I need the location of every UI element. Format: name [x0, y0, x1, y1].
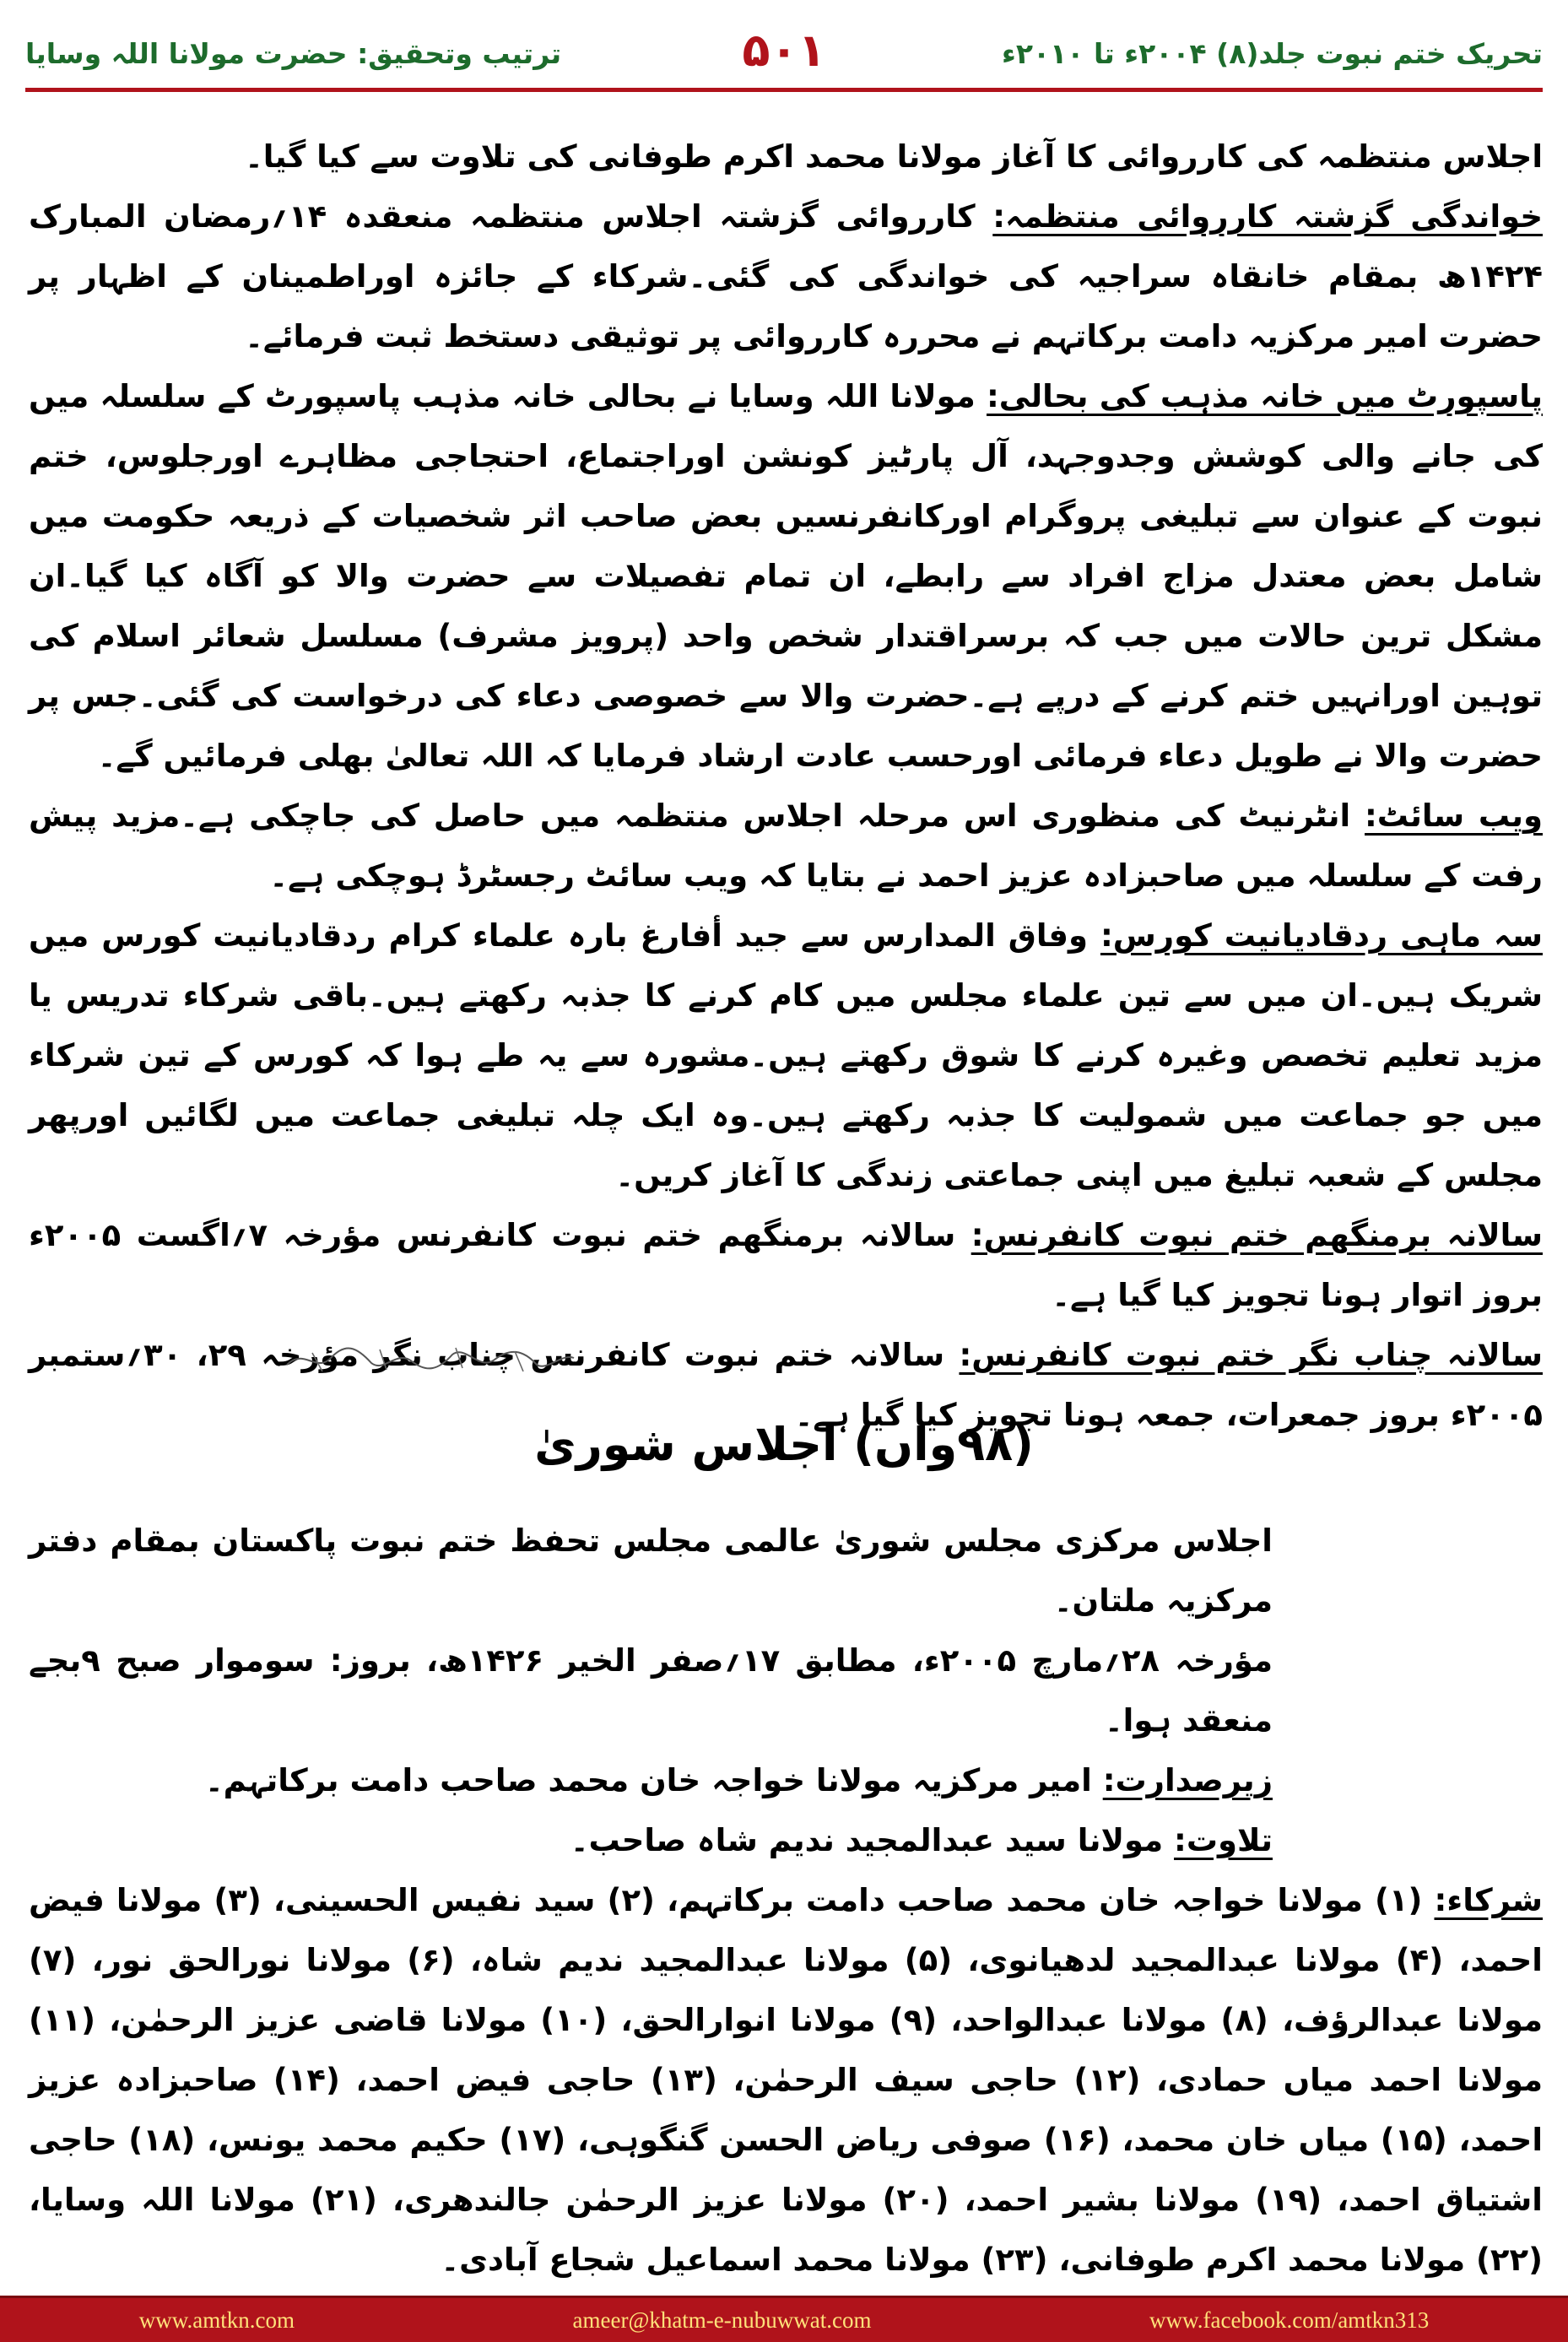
website-text: انٹرنیٹ کی منظوری اس مرحلہ اجلاس منتظمہ میں حاصل کی جاچکی ہے۔مزید پیش رفت کے سلسلہ میں صاحبزادہ عزیز احمد نے بتایا کہ ویب سائٹ رجسٹرڈ ہوچکی ہے۔: [29, 798, 1543, 894]
passport-text: مولانا اللہ وسایا نے بحالی خانہ مذہب پاسپورٹ کے سلسلہ میں کی جانے والی کوشش وجدوجہد، آل پارٹیز کونشن اوراجتماع، احتجاجی مظاہرے اورجلوس، ختم نبوت کے عنوان سے تبلیغی پروگرام اورکانفرنسیں بعض صاحب اثر شخصیات کے ذریعہ حکومت میں شامل بعض معتدل مزاج افراد سے رابطے، ان تمام تفصیلات سے حضرت والا کو آگاہ کیا گیا۔ان مشکل ترین حالات میں جب کہ برسراقتدار شخص واحد (پرویز مشرف) مسلسل شعائر اسلام کی توہین اورانہیں ختم کرنے کے درپے ہے۔حضرت والا سے خصوصی دعاء کی درخواست کی گئی۔جس پر حضرت والا نے طویل دعاء فرمائی اورحسب عادت ارشاد فرمایا کہ اللہ تعالیٰ بھلی فرمائیں گے۔: [29, 378, 1543, 774]
page-footer: [0, 2296, 1568, 2342]
footer-email-link[interactable]: ameer@khatm-e-nubuwwat.com: [572, 2307, 872, 2333]
shura-recitation-line: [29, 1810, 1543, 1870]
course-paragraph: [29, 906, 1543, 1205]
passport-paragraph: [29, 366, 1543, 786]
birmingham-paragraph: [29, 1205, 1543, 1325]
header-divider: [25, 88, 1543, 92]
shura-date-line: مؤرخہ ۲۸؍مارچ ۲۰۰۵ء، مطابق ۱۷؍صفر الخیر ۱۴۲۶ھ، بروز: سوموار صبح ۹بجے منعقد ہوا۔: [29, 1642, 1273, 1739]
presidency-label: زیرصدارت:: [1102, 1762, 1273, 1798]
passport-label: پاسپورٹ میں خانہ مذہب کی بحالی:: [986, 378, 1543, 414]
footer-facebook-link[interactable]: www.facebook.com/amtkn313: [1149, 2307, 1430, 2333]
participants-label: شرکاء:: [1434, 1882, 1544, 1918]
shura-meeting-heading: (۹۸واں) اجلاس شوریٰ: [534, 1418, 1034, 1471]
course-label: سہ ماہی ردقادیانیت کورس:: [1100, 917, 1544, 954]
page-number: ۵۰۱: [742, 24, 826, 77]
opening-paragraph: اجلاس منتظمہ کی کارروائی کا آغاز مولانا محمد اکرم طوفانی کی تلاوت سے کیا گیا۔: [245, 138, 1543, 175]
handwritten-signature-image: [278, 1339, 582, 1378]
participants-paragraph: [29, 1870, 1543, 2290]
website-paragraph: [29, 786, 1543, 906]
footer-website-link[interactable]: www.amtkn.com: [138, 2307, 295, 2333]
previous-minutes-paragraph: [29, 187, 1543, 366]
shura-presidency-line: [29, 1750, 1543, 1810]
previous-minutes-text: کارروائی گزشتہ اجلاس منتظمہ منعقدہ ۱۴؍رمضان المبارک ۱۴۲۴ھ بمقام خانقاہ سراجیہ کی خواندگی کی گئی۔شرکاء کے جائزہ اوراطمینان کے اظہار پر حضرت امیر مرکزیہ دامت برکاتہم نے محررہ کارروائی پر توثیقی دستخط ثبت فرمائے۔: [29, 198, 1543, 354]
presidency-text: امیر مرکزیہ مولانا خواجہ خان محمد صاحب دامت برکاتہم۔: [204, 1762, 1103, 1798]
meeting-minutes-section: [29, 127, 1543, 1445]
birmingham-label: سالانہ برمنگھم ختم نبوت کانفرنس:: [971, 1217, 1543, 1253]
birmingham-text: سالانہ برمنگھم ختم نبوت کانفرنس مؤرخہ ۷؍اگست ۲۰۰۵ء بروز اتوار ہونا تجویز کیا گیا ہے۔: [29, 1217, 1543, 1313]
recitation-text: مولانا سید عبدالمجید ندیم شاہ صاحب۔: [570, 1822, 1175, 1858]
website-label: ویب سائٹ:: [1365, 798, 1543, 834]
header-book-title: تحریک ختم نبوت جلد(۸) ۲۰۰۴ء تا ۲۰۱۰ء: [1002, 36, 1543, 70]
shura-meeting-section: [29, 1511, 1543, 2290]
recitation-label: تلاوت:: [1174, 1822, 1273, 1858]
chenab-nagar-label: سالانہ چناب نگر ختم نبوت کانفرنس:: [959, 1337, 1544, 1373]
page-header: [25, 24, 1543, 83]
previous-minutes-label: خواندگی گزشتہ کارروائی منتظمہ:: [992, 198, 1543, 235]
participants-list: (۱) مولانا خواجہ خان محمد صاحب دامت برکاتہم، (۲) سید نفیس الحسینی، (۳) مولانا فیض احمد، (۴) مولانا عبدالمجید لدھیانوی، (۵) مولانا عبدالمجید ندیم شاہ، (۶) مولانا نورالحق نور، (۷) مولانا عبدالرؤف، (۸) مولانا عبدالواحد، (۹) مولانا انوارالحق، (۱۰) مولانا قاضی عزیز الرحمٰن، (۱۱) مولانا احمد میاں حمادی، (۱۲) حاجی سیف الرحمٰن، (۱۳) حاجی فیض احمد، (۱۴) صاحبزادہ عزیز احمد، (۱۵) میاں خان محمد، (۱۶) صوفی ریاض الحسن گنگوہی، (۱۷) حکیم محمد یونس، (۱۸) حاجی اشتیاق احمد، (۱۹) مولانا بشیر احمد، (۲۰) مولانا عزیز الرحمٰن جالندھری، (۲۱) مولانا اللہ وسایا، (۲۲) مولانا محمد اکرم طوفانی، (۲۳) مولانا محمد اسماعیل شجاع آبادی۔: [29, 1882, 1544, 2278]
header-compiler: ترتیب وتحقیق: حضرت مولانا اللہ وسایا: [25, 36, 562, 70]
course-text: وفاق المدارس سے جید أفارغ بارہ علماء کرام ردقادیانیت کورس میں شریک ہیں۔ان میں سے تین علماء مجلس میں کام کرنے کا جذبہ رکھتے ہیں۔باقی شرکاء تدریس یا مزید تعلیم تخصص وغیرہ کرنے کا شوق رکھتے ہیں۔مشورہ سے یہ طے ہوا کہ کورس کے تین شرکاء میں جو جماعت میں شمولیت کا جذبہ رکھتے ہیں۔وہ ایک چلہ تبلیغی جماعت میں لگائیں اورپھر مجلس کے شعبہ تبلیغ میں اپنی جماعتی زندگی کا آغاز کریں۔: [29, 917, 1543, 1193]
chenab-nagar-text: سالانہ ختم نبوت کانفرنس چناب نگر مؤرخہ ۲۹، ۳۰؍ستمبر ۲۰۰۵ء بروز جمعرات، جمعہ ہونا تجویز کیا گیا ہے۔: [29, 1337, 1543, 1433]
shura-venue-line: اجلاس مرکزی مجلس شوریٰ عالمی مجلس تحفظ ختم نبوت پاکستان بمقام دفتر مرکزیہ ملتان۔: [29, 1523, 1273, 1619]
